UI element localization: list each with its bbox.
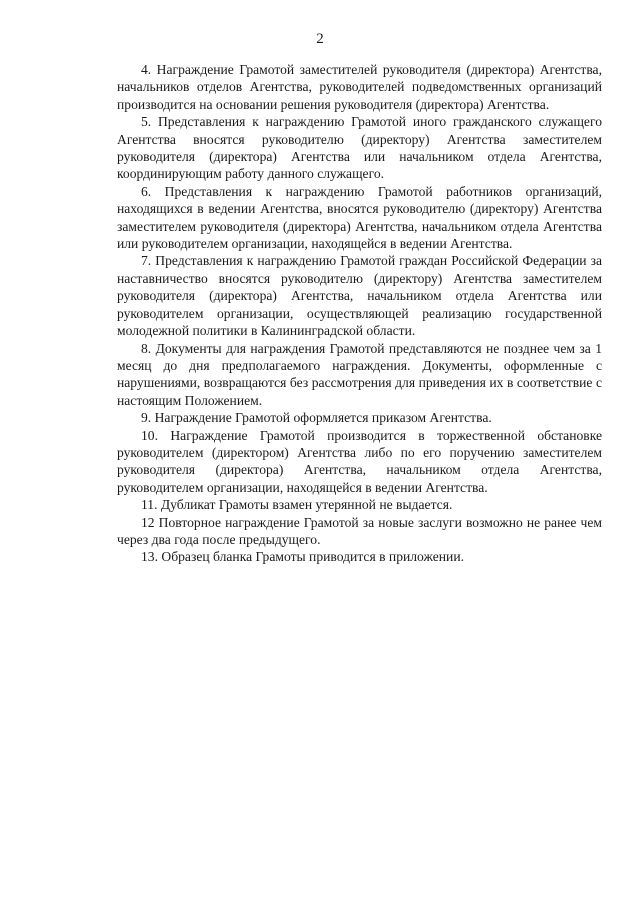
paragraph-item-8: 8. Документы для награждения Грамотой представляются не позднее чем за 1 месяц до дня предполагаемого награждения. Документы, оформленные с нарушениями, возвращаются без рассмотрения для приведения их в соответствие с настоящим Положением.	[117, 340, 602, 408]
paragraph-item-7: 7. Представления к награждению Грамотой граждан Российской Федерации за наставничество вносятся руководителю (директору) Агентства заместителем руководителя (директора) Агентства, начальником отдела Агентства или руководителем организации, осуществляющей реализацию государственной молодежной политики в Калининградской области.	[117, 253, 602, 339]
paragraph-item-9: 9. Награждение Грамотой оформляется приказом Агентства.	[141, 410, 492, 426]
paragraph-item-13: 13. Образец бланка Грамоты приводится в приложении.	[141, 549, 464, 565]
document-body	[117, 61, 602, 566]
paragraph-item-12: 12 Повторное награждение Грамотой за новые заслуги возможно не ранее чем через два года после предыдущего.	[117, 514, 602, 547]
paragraph-item-10: 10. Награждение Грамотой производится в торжественной обстановке руководителем (директором) Агентства либо по его поручению заместителем руководителя (директора) Агентства, начальником отдела Агентства, руководителем организации, находящейся в ведении Агентства.	[117, 427, 602, 495]
paragraph-item-11: 11. Дубликат Грамоты взамен утерянной не выдается.	[141, 497, 453, 513]
paragraph-item-5: 5. Представления к награждению Грамотой иного гражданского служащего Агентства вносятся руководителю (директору) Агентства заместителем руководителя (директора) Агентства или начальником отдела Агентства, координирующим работу данного служащего.	[117, 114, 602, 182]
paragraph-item-4: 4. Награждение Грамотой заместителей руководителя (директора) Агентства, начальников отделов Агентства, руководителей подведомственных организаций производится на основании решения руководителя (директора) Агентства.	[117, 62, 602, 112]
page-number: 2	[316, 31, 324, 47]
paragraph-item-6: 6. Представления к награждению Грамотой работников организаций, находящихся в ведении Агентства, вносятся руководителю (директору) Агентства заместителем руководителя (директора) Агентства, начальником отдела Агентства или руководителем организации, находящейся в ведении Агентства.	[117, 183, 602, 252]
